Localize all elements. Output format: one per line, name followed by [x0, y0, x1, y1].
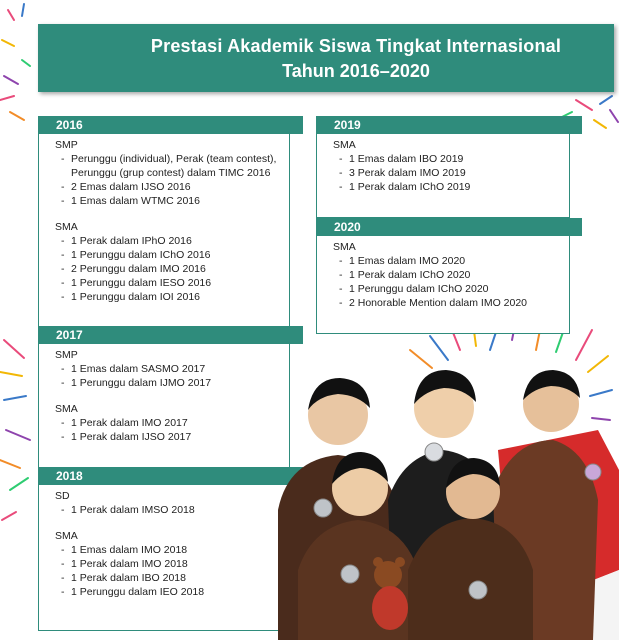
section-year-header: 2019 [316, 116, 582, 134]
section-2020 [316, 218, 582, 334]
list-item: - 1 Perak dalam IMO 2017 [61, 417, 188, 429]
list-item: Perunggu (grup contest) dalam TIMC 2016 [71, 167, 271, 179]
list-item: - 1 Emas dalam IBO 2019 [339, 153, 464, 165]
list-item: - 1 Perunggu dalam IChO 2020 [339, 283, 489, 295]
list-item: - 2 Perunggu dalam IMO 2016 [61, 263, 206, 275]
section-body [38, 344, 290, 468]
section-year-header: 2018 [38, 467, 303, 485]
group-label: SMP [55, 139, 78, 151]
list-item: - 1 Perunggu dalam IEO 2018 [61, 586, 205, 598]
group-label: SMP [55, 349, 78, 361]
list-item: - 1 Perak dalam IJSO 2017 [61, 431, 192, 443]
list-item: - 1 Emas dalam SASMO 2017 [61, 363, 206, 375]
section-body [316, 236, 570, 334]
section-2016 [38, 116, 303, 337]
list-item: - 3 Perak dalam IMO 2019 [339, 167, 466, 179]
list-item: - 1 Perak dalam IBO 2018 [61, 572, 186, 584]
list-item: - 1 Perunggu dalam IJMO 2017 [61, 377, 212, 389]
list-item: - 1 Perak dalam IPhO 2016 [61, 235, 192, 247]
list-item: - 1 Perunggu dalam IESO 2016 [61, 277, 212, 289]
list-item: - 1 Perunggu dalam IChO 2016 [61, 249, 211, 261]
section-body [38, 134, 290, 337]
section-2018 [38, 467, 303, 631]
group-label: SMA [333, 139, 356, 151]
section-2017 [38, 326, 303, 468]
list-item: - 1 Emas dalam IMO 2018 [61, 544, 188, 556]
group-label: SMA [55, 530, 78, 542]
group-label: SMA [333, 241, 356, 253]
list-item: - 1 Perak dalam IMO 2018 [61, 558, 188, 570]
section-year-header: 2017 [38, 326, 303, 344]
list-item: - 1 Emas dalam WTMC 2016 [61, 195, 200, 207]
page-title: Prestasi Akademik Siswa Tingkat Internasional [150, 36, 562, 56]
section-year-header: 2020 [316, 218, 582, 236]
section-2019 [316, 116, 582, 218]
list-item: - 2 Honorable Mention dalam IMO 2020 [339, 297, 528, 309]
list-item: - 1 Perak dalam IChO 2019 [339, 181, 471, 193]
list-item: - 1 Perak dalam IMSO 2018 [61, 504, 195, 516]
students-photo [268, 360, 619, 640]
group-label: SD [55, 490, 70, 502]
group-label: SMA [55, 221, 78, 233]
section-body [316, 134, 570, 218]
title-banner [38, 24, 614, 92]
list-item: - 1 Perak dalam IChO 2020 [339, 269, 471, 281]
list-item: - 1 Emas dalam IMO 2020 [339, 255, 466, 267]
list-item: - Perunggu (individual), Perak (team contest), [61, 153, 277, 165]
section-body [38, 485, 290, 631]
group-label: SMA [55, 403, 78, 415]
section-year-header: 2016 [38, 116, 303, 134]
list-item: - 2 Emas dalam IJSO 2016 [61, 181, 191, 193]
page-subtitle: Tahun 2016–2020 [282, 61, 430, 81]
list-item: - 1 Perunggu dalam IOI 2016 [61, 291, 201, 303]
